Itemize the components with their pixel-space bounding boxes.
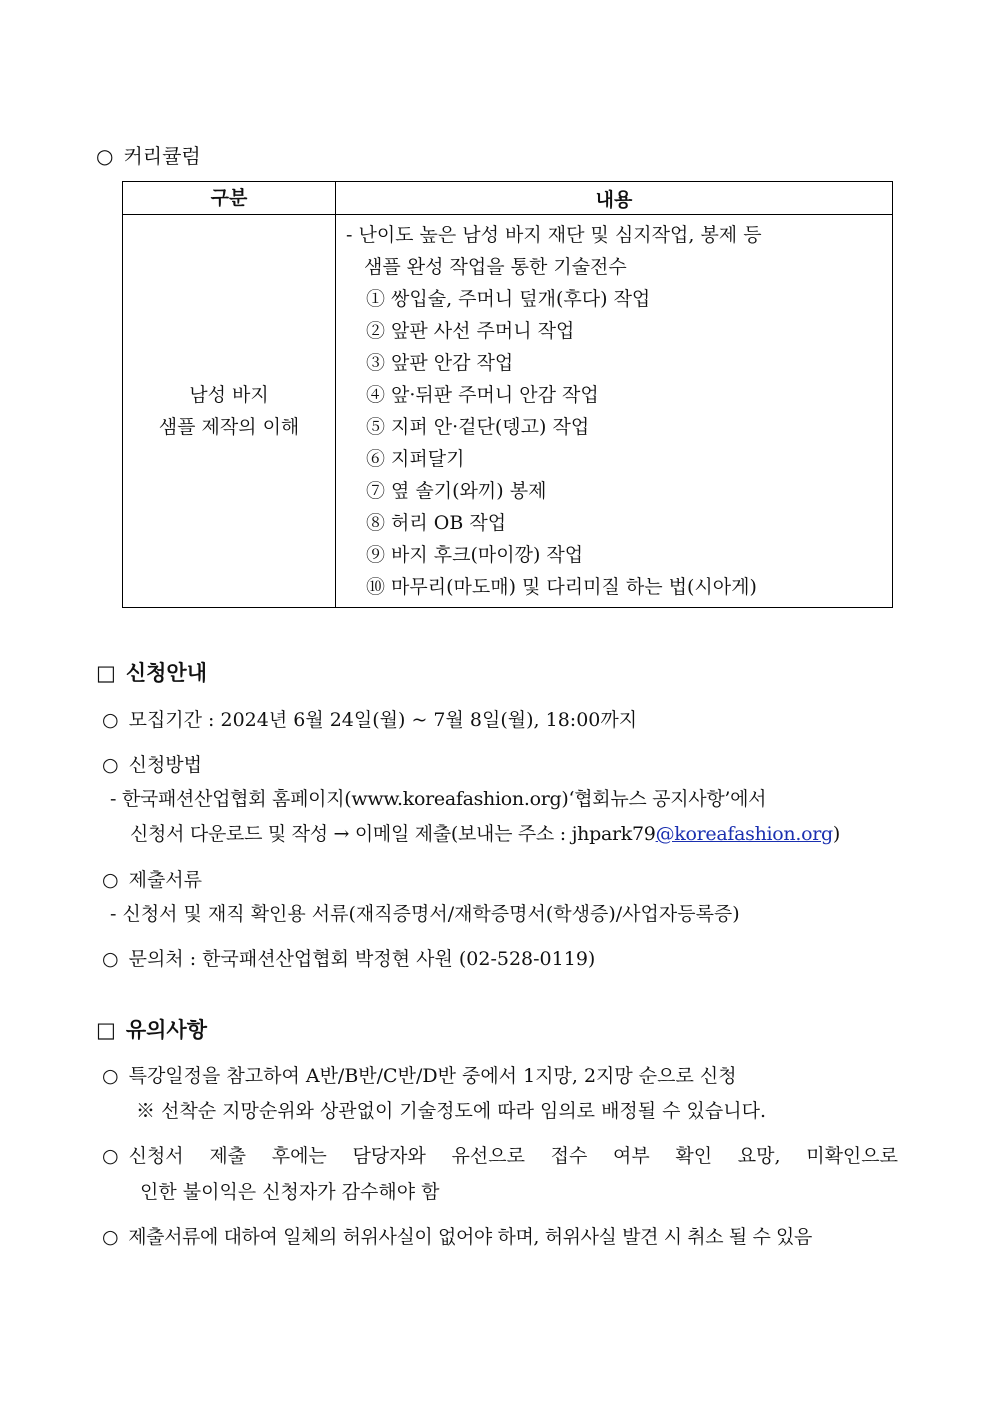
notes-heading-text: 유의사항 [125, 1017, 207, 1042]
note-2-line-1 [102, 1141, 898, 1168]
intro-line: 샘플 완성 작업을 통한 기술전수 [364, 256, 627, 278]
method-line-2 [130, 819, 840, 846]
square-box-icon: □ [96, 660, 116, 685]
list-item: ⑧ 허리 OB 작업 [366, 512, 507, 534]
curriculum-heading [96, 140, 201, 169]
circle-bullet-icon: ○ [102, 1065, 119, 1087]
list-item: ② 앞판 사선 주머니 작업 [366, 320, 575, 342]
note-2-line-2: 인한 불이익은 신청자가 감수해야 함 [140, 1181, 440, 1203]
application-heading [96, 657, 207, 687]
circle-bullet-icon: ○ [102, 709, 119, 731]
method-line-1: - 한국패션산업협회 홈페이지(www.koreafashion.org)‘협회뉴스 공지사항’에서 [110, 788, 767, 810]
circle-bullet-icon: ○ [102, 754, 119, 776]
list-item: ④ 앞·뒤판 주머니 안감 작업 [366, 384, 599, 406]
email-link[interactable]: @koreafashion.org [655, 823, 833, 845]
docs-title-text: 제출서류 [128, 869, 203, 891]
circle-bullet-icon: ○ [102, 948, 119, 970]
note-2-line-1-text: 신청서 제출 후에는 담당자와 유선으로 접수 여부 확인 요망, 미확인으로 [128, 1145, 898, 1167]
intro-line: - 난이도 높은 남성 바지 재단 및 심지작업, 봉제 등 [346, 224, 762, 246]
table-row [123, 215, 893, 608]
list-item: ⑦ 옆 솔기(와끼) 봉제 [366, 480, 547, 502]
list-item: ① 쌍입술, 주머니 덮개(후다) 작업 [366, 288, 651, 310]
list-item: ③ 앞판 안감 작업 [366, 352, 514, 374]
category-cell [123, 215, 336, 608]
contact-line [102, 944, 595, 971]
contact-text: 문의처 : 한국패션산업협회 박정현 사원 (02-528-0119) [128, 948, 596, 970]
note-1-text: 특강일정을 참고하여 A반/B반/C반/D반 중에서 1지망, 2지망 순으로 신청 [128, 1065, 737, 1087]
method-line-2-suffix: ) [832, 823, 841, 845]
note-3 [102, 1222, 812, 1249]
period-line [102, 705, 637, 732]
category-line: 남성 바지 [189, 384, 269, 406]
circle-bullet-icon: ○ [102, 869, 119, 891]
square-box-icon: □ [96, 1017, 116, 1042]
circle-bullet-icon: ○ [96, 144, 114, 168]
docs-line: - 신청서 및 재직 확인용 서류(재직증명서/재학증명서(학생증)/사업자등록증) [110, 903, 740, 925]
list-item: ⑨ 바지 후크(마이깡) 작업 [366, 544, 584, 566]
method-title-text: 신청방법 [128, 754, 203, 776]
application-heading-text: 신청안내 [125, 660, 207, 685]
list-item: ⑥ 지퍼달기 [366, 448, 465, 470]
method-title [102, 750, 202, 777]
note-3-text: 제출서류에 대하여 일체의 허위사실이 없어야 하며, 허위사실 발견 시 취소 될 수 있음 [128, 1226, 812, 1248]
note-1-sub: ※ 선착순 지망순위와 상관없이 기술정도에 따라 임의로 배정될 수 있습니다. [136, 1100, 767, 1122]
curriculum-table [122, 181, 893, 608]
list-item: ⑩ 마무리(마도매) 및 다리미질 하는 법(시아게) [366, 576, 757, 598]
table-header-content: 내용 [336, 182, 893, 215]
curriculum-heading-text: 커리큘럼 [123, 144, 201, 168]
circle-bullet-icon: ○ [102, 1145, 119, 1167]
list-item: ⑤ 지퍼 안·겉단(뎅고) 작업 [366, 416, 590, 438]
table-header-category: 구분 [123, 182, 336, 215]
method-line-2-prefix: 신청서 다운로드 및 작성 → 이메일 제출(보내는 주소 : jhpark79 [130, 823, 656, 845]
note-1 [102, 1061, 737, 1088]
docs-title [102, 865, 202, 892]
category-line: 샘플 제작의 이해 [158, 416, 300, 438]
period-text: 모집기간 : 2024년 6월 24일(월) ~ 7월 8일(월), 18:00까지 [128, 709, 638, 731]
content-cell [336, 215, 893, 608]
circle-bullet-icon: ○ [102, 1226, 119, 1248]
table-header-row [123, 182, 893, 215]
notes-heading [96, 1014, 207, 1044]
